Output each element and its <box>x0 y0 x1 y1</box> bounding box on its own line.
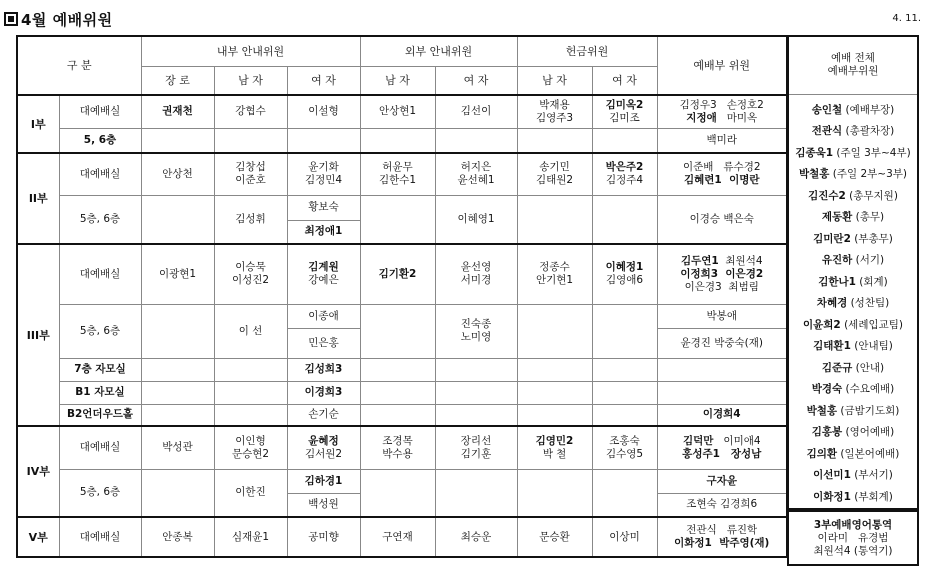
overall-member: 김한나1 (회계) <box>818 275 888 288</box>
overall-member: 이윤희2 (세례입교팀) <box>802 318 903 331</box>
header-ext-male: 남 자 <box>360 66 435 95</box>
part3-room-b2-worship: 이경희4 <box>657 404 787 426</box>
part4-off-female: 조홍숙 김수영5 <box>592 426 657 469</box>
part4-floor: 5층, 6층 <box>59 469 141 517</box>
overall-member: 이선미1 (부서기) <box>813 469 893 481</box>
part4-off-male: 김영민2 박 철 <box>517 426 592 469</box>
part4-floor-worship2: 조현숙 김경희6 <box>657 493 787 517</box>
part1-off-male: 박재용 김영주3 <box>517 95 592 128</box>
part1-ext-female: 김선이 <box>435 95 517 128</box>
part3-worship-dept: 김두연1 최원석4 이정희3 이은경2 이은경3 최범림 <box>657 244 787 304</box>
part3-floor-int-male: 이 선 <box>214 304 287 358</box>
header-off-male: 남 자 <box>517 66 592 95</box>
overall-member: 김종욱1 (주일 3부~4부) <box>795 146 911 159</box>
overall-member: 박철홍 (주일 2부~3부) <box>798 168 908 180</box>
part1-label: I부 <box>17 95 59 153</box>
overall-member: 김준규 (안내) <box>821 361 885 374</box>
part1-off-female: 김미옥2 김미조 <box>592 95 657 128</box>
part5-int-male: 심재윤1 <box>214 517 287 557</box>
part4-worship-dept: 김덕만 이미애4 홍성주1 장성남 <box>657 426 787 469</box>
header-elder: 장 로 <box>141 66 214 95</box>
part1-ext-male: 안상현1 <box>360 95 435 128</box>
part3-ext-male: 김기환2 <box>360 244 435 304</box>
part3-label: III부 <box>17 244 59 426</box>
header-gubun: 구 분 <box>17 36 141 95</box>
part4-elder: 박성관 <box>141 426 214 469</box>
part3-ext-female: 윤선영 서미경 <box>435 244 517 304</box>
part3-room-7f: 7층 자모실 <box>59 358 141 381</box>
header-ext-female: 여 자 <box>435 66 517 95</box>
part2-ext-female: 허지은 윤선혜1 <box>435 153 517 195</box>
header-int-male: 남 자 <box>214 66 287 95</box>
part2-floor-int-female2: 최정애1 <box>287 220 360 244</box>
part4-floor-int-female1: 김하경1 <box>287 469 360 493</box>
part3-floor: 5층, 6층 <box>59 304 141 358</box>
overall-member: 김태환1 (안내팀) <box>813 340 893 352</box>
part2-main-hall: 대예배실 <box>59 153 141 195</box>
part4-floor-worship1: 구자윤 <box>657 469 787 493</box>
part3-int-male: 이승묵 이성진2 <box>214 244 287 304</box>
part4-int-male: 이인형 문승현2 <box>214 426 287 469</box>
part1-worship-dept: 김정우3 손정호2 지정애 마미옥 <box>657 95 787 128</box>
part3-main-hall: 대예배실 <box>59 244 141 304</box>
header-worship-dept: 예배부 위원 <box>657 36 787 95</box>
part4-floor-int-female2: 백성원 <box>287 493 360 517</box>
page-title <box>4 9 113 30</box>
part4-floor-int-male: 이한진 <box>214 469 287 517</box>
part2-elder: 안상천 <box>141 153 214 195</box>
part3-room-7f-female: 김성희3 <box>287 358 360 381</box>
overall-member: 제동환 (총무) <box>821 211 885 223</box>
part5-worship-dept: 전관식 류진학 이화정1 박주영(재) <box>657 517 787 557</box>
header-external: 외부 안내위원 <box>360 36 517 66</box>
part2-floor: 5층, 6층 <box>59 195 141 244</box>
part4-ext-female: 장리선 김기훈 <box>435 426 517 469</box>
overall-member: 김진수2 (총무지원) <box>808 189 898 202</box>
header-offering: 헌금위원 <box>517 36 657 66</box>
part3-floor-int-female2: 민은홍 <box>287 328 360 358</box>
date-label: 4. 11. <box>892 13 921 24</box>
part3-int-female: 김계원 강예은 <box>287 244 360 304</box>
part1-floor-worship: 백미라 <box>657 128 787 153</box>
overall-member: 김미란2 (부총무) <box>813 232 893 245</box>
part3-floor-int-female1: 이종애 <box>287 304 360 328</box>
overall-member: 이화정1 (부회계) <box>813 490 893 503</box>
part3-off-female: 이혜정1 김영애6 <box>592 244 657 304</box>
overall-member: 유진하 (서기) <box>821 254 885 266</box>
part1-main-hall: 대예배실 <box>59 95 141 128</box>
part3-floor-ext-female: 진숙종 노미영 <box>435 304 517 358</box>
part2-floor-worship: 이경승 백은숙 <box>657 195 787 244</box>
part2-worship-dept: 이준배 류수경2 김혜련1 이명란 <box>657 153 787 195</box>
schedule-table <box>16 35 788 558</box>
part2-floor-int-female1: 황보숙 <box>287 195 360 220</box>
part1-int-male: 강협수 <box>214 95 287 128</box>
part2-floor-int-male: 김성휘 <box>214 195 287 244</box>
overall-member: 송인철 (예배부장) <box>811 103 895 116</box>
overall-committee-table <box>787 35 919 510</box>
header-internal: 내부 안내위원 <box>141 36 360 66</box>
part5-off-female: 이상미 <box>592 517 657 557</box>
part3-room-b1-female: 이경희3 <box>287 381 360 404</box>
english-interpretation-box: 3부예배영어통역 이라미 유경범 최원석4 (통역기) <box>788 511 918 565</box>
part4-label: IV부 <box>17 426 59 517</box>
part4-int-female: 윤혜정 김서원2 <box>287 426 360 469</box>
part3-room-b2: B2언더우드홀 <box>59 404 141 426</box>
part5-main-hall: 대예배실 <box>59 517 141 557</box>
part4-ext-male: 조경목 박수용 <box>360 426 435 469</box>
page-title-text: 4월 예배위원 <box>21 11 113 29</box>
part3-floor-worship2: 윤경진 박중숙(재) <box>657 328 787 358</box>
part2-int-male: 김창섭 이준호 <box>214 153 287 195</box>
part1-elder: 권재천 <box>141 95 214 128</box>
part1-int-female: 이설형 <box>287 95 360 128</box>
square-bullet-icon <box>4 12 18 26</box>
overall-member: 박경숙 (수요예배) <box>811 383 895 395</box>
part3-elder: 이광현1 <box>141 244 214 304</box>
english-title: 3부예배영어통역 <box>813 518 893 531</box>
part3-floor-worship1: 박봉애 <box>657 304 787 328</box>
part2-int-female: 윤기화 김정민4 <box>287 153 360 195</box>
overall-member: 김의환 (일본어예배) <box>806 447 900 460</box>
part5-off-male: 문승환 <box>517 517 592 557</box>
part5-int-female: 공미향 <box>287 517 360 557</box>
part1-floor: 5, 6층 <box>59 128 141 153</box>
overall-member: 차혜경 (성찬팀) <box>816 297 890 309</box>
overall-member: 김홍봉 (영어예배) <box>811 426 895 438</box>
part2-label: II부 <box>17 153 59 244</box>
part3-off-male: 정종수 안기현1 <box>517 244 592 304</box>
header-int-female: 여 자 <box>287 66 360 95</box>
part2-off-male: 송기민 김태원2 <box>517 153 592 195</box>
part5-ext-female: 최승운 <box>435 517 517 557</box>
overall-member: 전관식 (총괄차장) <box>811 125 895 137</box>
part2-floor-ext-female: 이혜영1 <box>435 195 517 244</box>
part2-off-female: 박은주2 김정주4 <box>592 153 657 195</box>
overall-header: 예배 전체 예배부위원 <box>788 36 918 94</box>
overall-member: 박철홍 (금밤기도회) <box>806 404 900 417</box>
part3-room-b2-female: 손기순 <box>287 404 360 426</box>
part5-ext-male: 구연재 <box>360 517 435 557</box>
part3-room-b1: B1 자모실 <box>59 381 141 404</box>
english-interpretation-table <box>787 510 919 566</box>
part2-ext-male: 허윤무 김한수1 <box>360 153 435 195</box>
part4-main-hall: 대예배실 <box>59 426 141 469</box>
part5-elder: 안종복 <box>141 517 214 557</box>
overall-list <box>788 94 918 509</box>
part5-label: V부 <box>17 517 59 557</box>
header-off-female: 여 자 <box>592 66 657 95</box>
